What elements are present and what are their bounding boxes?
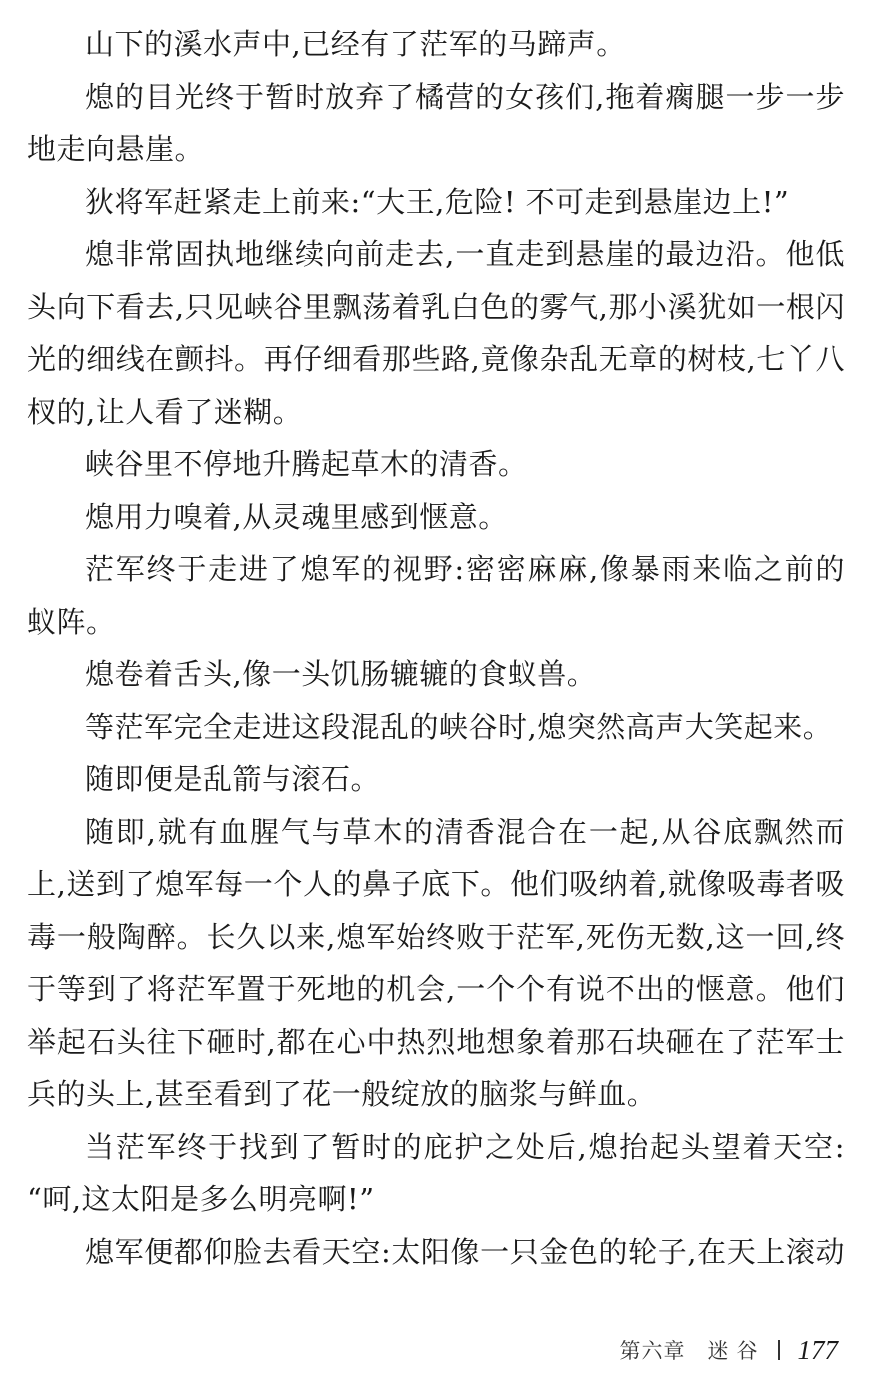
chapter-title: 迷谷 — [707, 1339, 766, 1363]
text-line: 头向下看去,只见峡谷里飘荡着乳白色的雾气,那小溪犹如一根闪 — [27, 289, 845, 324]
text-line: 毒一般陶醉。长久以来,熄军始终败于茫军,死伤无数,这一回,终 — [27, 919, 845, 954]
page-number: 177 — [797, 1334, 838, 1365]
text-line: 随即便是乱箭与滚石。 — [85, 762, 381, 796]
page-body-text — [27, 18, 845, 1278]
text-line: 光的细线在颤抖。再仔细看那些路,竟像杂乱无章的树枝,七丫八 — [27, 342, 845, 376]
text-line: 狄将军赶紧走上前来:“大王,危险! 不可走到悬崖边上!” — [85, 184, 790, 219]
text-line: 熄用力嗅着,从灵魂里感到惬意。 — [85, 499, 508, 534]
text-line: 熄军便都仰脸去看天空:太阳像一只金色的轮子,在天上滚动 — [85, 1234, 845, 1269]
text-line: 等茫军完全走进这段混乱的峡谷时,熄突然高声大笑起来。 — [85, 709, 833, 744]
chapter-label: 第六章 — [619, 1339, 686, 1363]
text-line: 于等到了将茫军置于死地的机会,一个个有说不出的惬意。他们 — [27, 972, 845, 1006]
text-line: 杈的,让人看了迷糊。 — [27, 394, 303, 429]
text-line: 兵的头上,甚至看到了花一般绽放的脑浆与鲜血。 — [27, 1077, 657, 1111]
text-line: “呵,这太阳是多么明亮啊!” — [27, 1182, 375, 1216]
footer-divider — [778, 1340, 780, 1360]
text-line: 当茫军终于找到了暂时的庇护之处后,熄抬起头望着天空: — [85, 1129, 845, 1164]
text-line: 熄的目光终于暂时放弃了橘营的女孩们,拖着瘸腿一步一步 — [85, 79, 845, 114]
text-line: 山下的溪水声中,已经有了茫军的马蹄声。 — [85, 27, 626, 61]
text-line: 举起石头往下砸时,都在心中热烈地想象着那石块砸在了茫军士 — [27, 1024, 845, 1059]
text-line: 熄非常固执地继续向前走去,一直走到悬崖的最边沿。他低 — [85, 237, 845, 271]
text-line: 峡谷里不停地升腾起草木的清香。 — [85, 447, 528, 481]
text-line: 地走向悬崖。 — [27, 132, 205, 166]
text-line: 熄卷着舌头,像一头饥肠辘辘的食蚁兽。 — [85, 657, 597, 691]
text-line: 茫军终于走进了熄军的视野:密密麻麻,像暴雨来临之前的 — [85, 552, 845, 586]
text-line: 上,送到了熄军每一个人的鼻子底下。他们吸纳着,就像吸毒者吸 — [27, 867, 845, 901]
text-line: 蚁阵。 — [27, 604, 116, 639]
page-footer — [620, 1330, 839, 1370]
text-line: 随即,就有血腥气与草木的清香混合在一起,从谷底飘然而 — [85, 814, 845, 849]
